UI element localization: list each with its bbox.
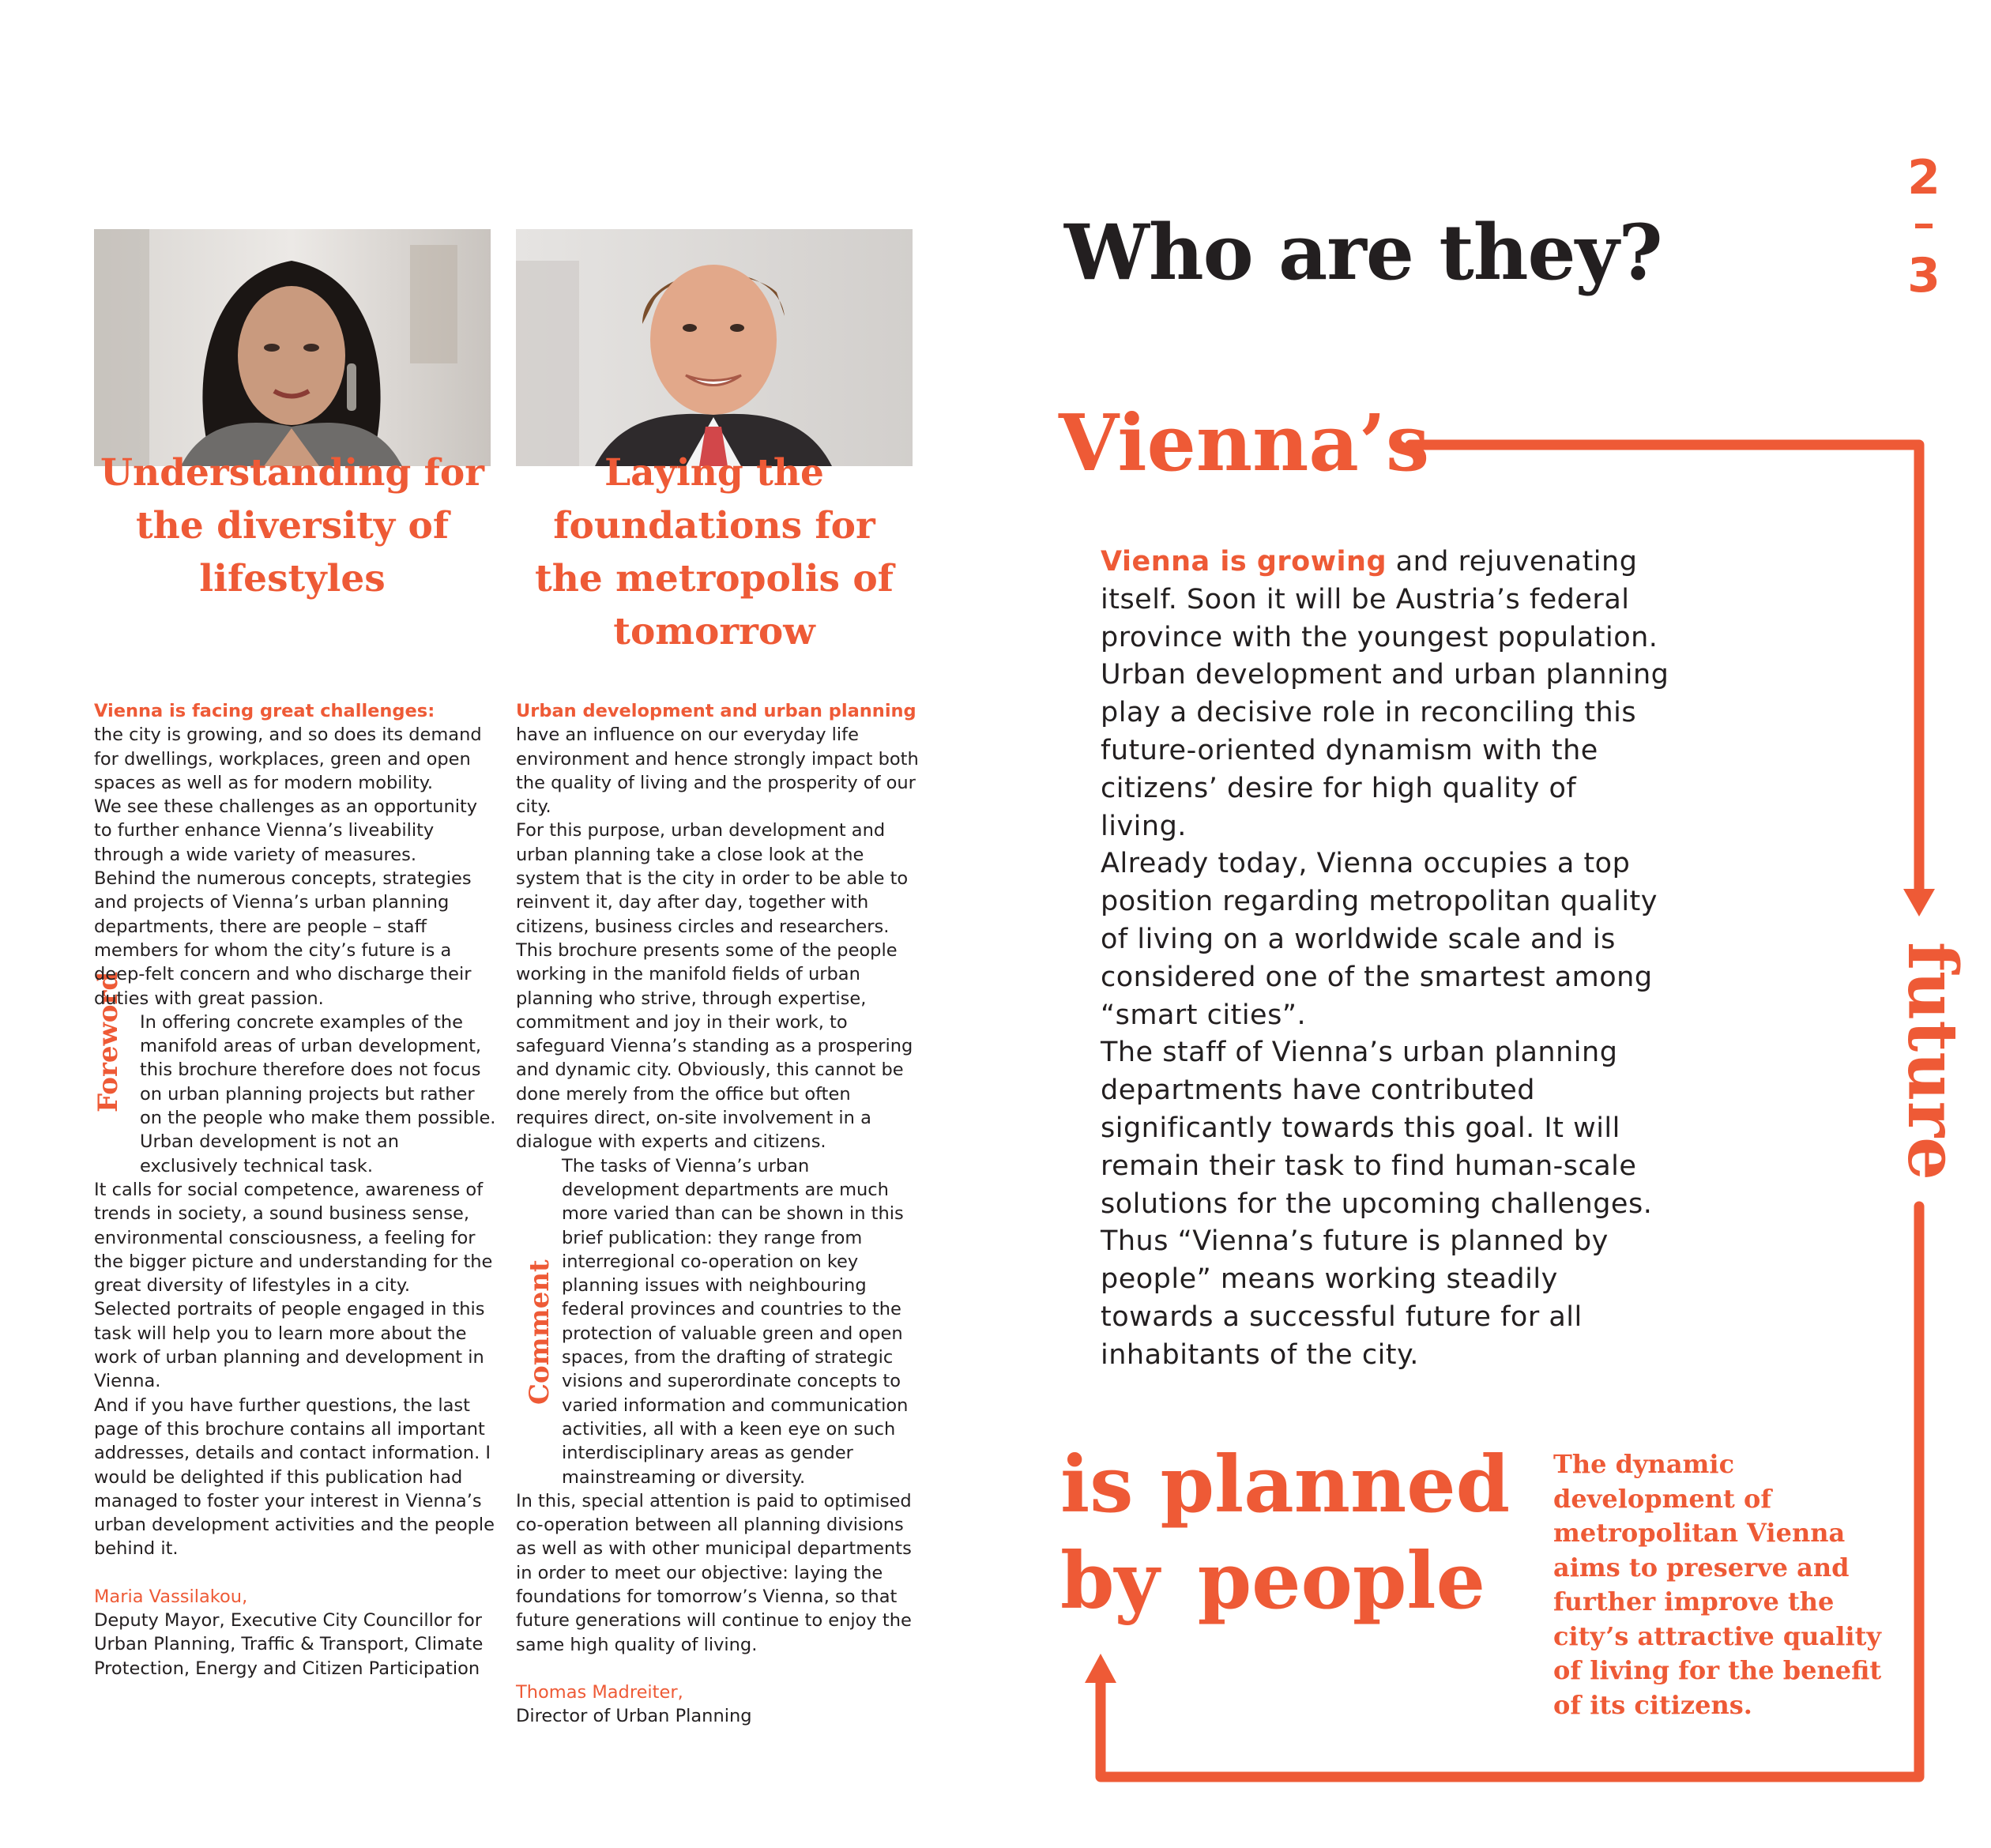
foreword-para-5: It calls for social competence, awareness of trends in society, a sound business sense, environmental consciousness, a feeling for the bigger picture and understanding for the great diversity of lifestyles in a city. bbox=[94, 1179, 493, 1297]
page-title: Who are they? bbox=[1064, 208, 1662, 297]
page-number-left: 2 bbox=[1907, 150, 1940, 205]
foreword-signature-name: Maria Vassilakou, bbox=[94, 1586, 248, 1607]
headline-col2: Laying the foundations for the metropolis of tomorrow bbox=[535, 451, 894, 653]
comment-signature-title: Director of Urban Planning bbox=[516, 1706, 752, 1727]
foreword-para-3: Behind the numerous concepts, strategies and projects of Vienna’s urban planning departments, there are people – staff members for whom the city’s future is a deep-felt concern and who discharge their duties with great passion. bbox=[94, 868, 472, 1009]
foreword-para-6: Selected portraits of people engaged in this task will help you to learn more about the work of urban planning and development in Vienna. bbox=[94, 1299, 485, 1392]
comment-label: Comment bbox=[524, 1259, 555, 1405]
comment-para-4: The tasks of Vienna’s urban development departments are much more varied than can be shown in this brief publication: they range from interregional co-operation on key planning issues with neighbouring federal provinces and countries to the protection of valuable green and open spaces, from the drafting of strategic visions and superordinate concepts to varied information and communication activities, all with a keen eye on such interdisciplinary areas as gender mainstreaming or diversity. bbox=[562, 1155, 909, 1488]
comment-signature-name: Thomas Madreiter, bbox=[516, 1681, 683, 1703]
word-future: future bbox=[1892, 942, 1972, 1180]
intro-highlight: Vienna is growing bbox=[1101, 546, 1387, 578]
word-viennas: Vienna’s bbox=[1059, 398, 1430, 489]
word-by-people: by people bbox=[1060, 1536, 1485, 1627]
page-number-right: 3 bbox=[1907, 248, 1940, 303]
arrow-head-up bbox=[1085, 1654, 1116, 1683]
intro-paragraph-1: and rejuvenating itself. Soon it will be Austria’s federal province with the youngest population. Urban development and urban planning play a decisive role in reconciling this future-oriented dynamism with the citizens’ desire for high quality of living. bbox=[1101, 546, 1669, 842]
intro-text bbox=[1101, 544, 1669, 1375]
comment-lead: Urban development and urban planning bbox=[516, 701, 916, 721]
comment-para-5: In this, special attention is paid to optimised co-operation between all planning divisions as well as with other municipal departments in order to meet our objective: laying the foundations for tomorrow’s Vienna, so that future generations will continue to enjoy the same high quality of living. bbox=[516, 1490, 912, 1655]
arrow-head-down bbox=[1903, 889, 1935, 916]
word-is-planned: is planned bbox=[1060, 1440, 1511, 1530]
foreword-para-2: We see these challenges as an opportunity to further enhance Vienna’s liveability through a wide variety of measures. bbox=[94, 796, 478, 865]
foreword-lead: Vienna is facing great challenges: bbox=[94, 701, 435, 721]
comment-para-1: have an influence on our everyday life environment and hence strongly impact both the quality of living and the prosperity of our city. bbox=[516, 725, 919, 818]
foreword-signature-title: Deputy Mayor, Executive City Councillor for Urban Planning, Traffic & Transport, Climate Protection, Energy and Citizen Participation bbox=[94, 1609, 484, 1679]
headline-col1: Understanding for the diversity of lifestyles bbox=[100, 451, 484, 600]
intro-paragraph-2: Already today, Vienna occupies a top position regarding metropolitan quality of living on a worldwide scale and is considered one of the smartest among “smart cities”. bbox=[1101, 848, 1658, 1031]
intro-paragraph-4: Thus “Vienna’s future is planned by people” means working steadily towards a successful future for all inhabitants of the city. bbox=[1101, 1225, 1609, 1371]
intro-paragraph-3: The staff of Vienna’s urban planning departments have contributed significantly towards this goal. It will remain their task to find human-scale solutions for the upcoming challenges. bbox=[1101, 1037, 1653, 1220]
comment-para-3: This brochure presents some of the people working in the manifold fields of urban planning who strive, through expertise, commitment and joy in their work, to safeguard Vienna’s standing as a prospering and dynamic city. Obviously, this cannot be done merely from the office but often requires direct, on-site involvement in a dialogue with experts and citizens. bbox=[516, 939, 913, 1153]
foreword-label: Foreword bbox=[92, 971, 124, 1112]
foreword-para-4: In offering concrete examples of the manifold areas of urban development, this brochure therefore does not focus on urban planning projects but rather on the people who make them possible. Urban development is not an exclusively technical task. bbox=[140, 1011, 496, 1176]
foreword-para-1: the city is growing, and so does its demand for dwellings, workplaces, green and open spaces as well as for modern mobility. bbox=[94, 725, 482, 793]
comment-para-2: For this purpose, urban development and urban planning take a close look at the system that is the city in order to be able to reinvent it, day after day, together with citizens, business circles and researchers. bbox=[516, 820, 909, 937]
foreword-para-7: And if you have further questions, the last page of this brochure contains all important addresses, details and contact information. I would be delighted if this publication had managed to foster your interest in Vienna’s urban development activities and the people behind it. bbox=[94, 1394, 495, 1560]
pull-quote: The dynamic development of metropolitan Vienna aims to preserve and further improve the city’s attractive quality of living for the benefit of its citizens. bbox=[1553, 1449, 1882, 1720]
